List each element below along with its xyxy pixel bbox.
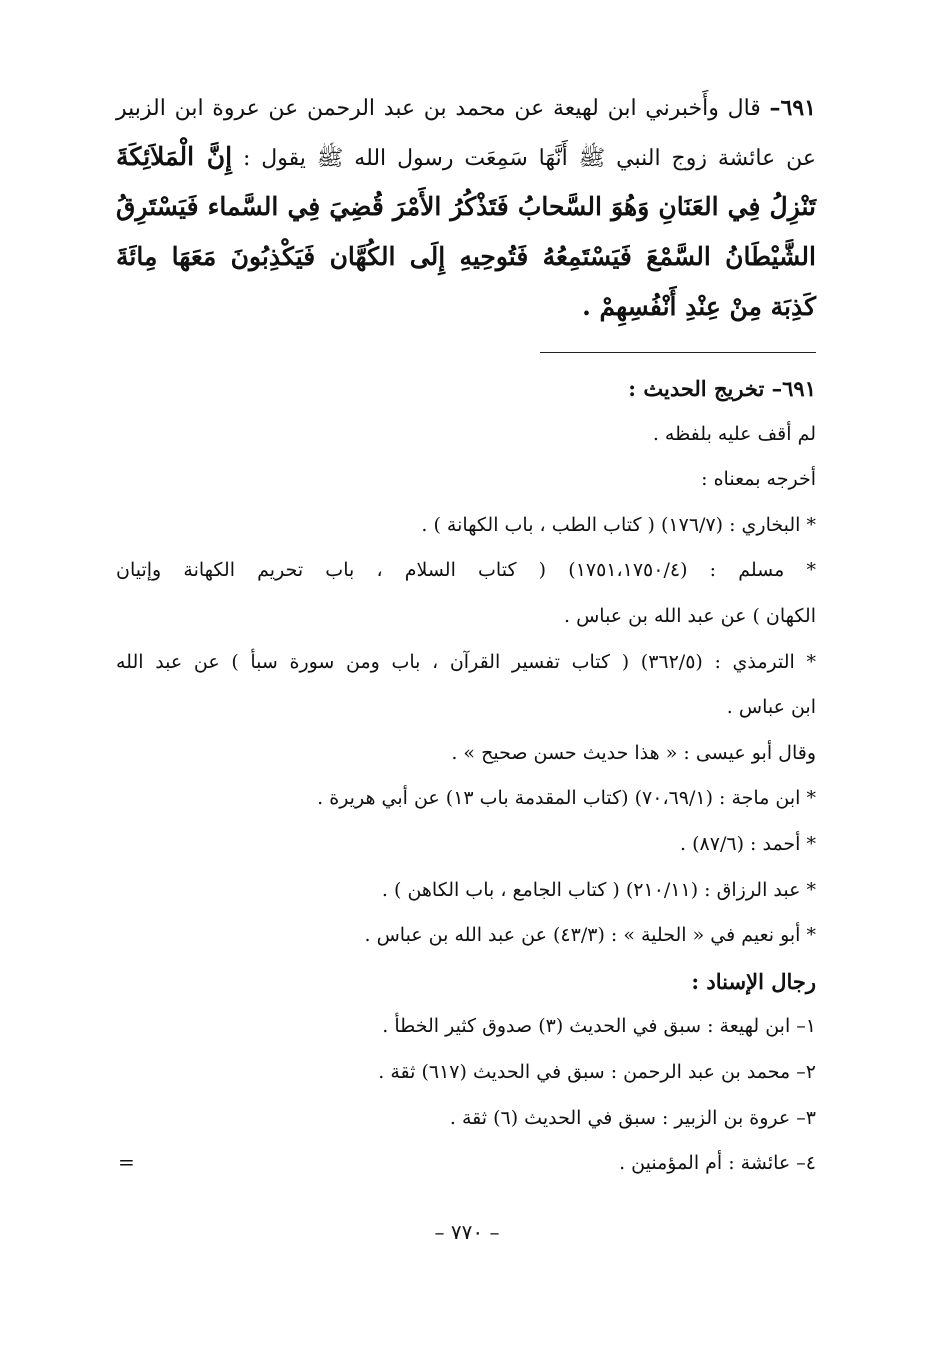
hadith-text [116, 84, 816, 333]
footnote-separator [540, 352, 816, 353]
takhrij-line: * أحمد : (٨٧/٦) . [680, 832, 816, 855]
takhrij-line: * أبو نعيم في « الحلية » : (٤٣/٣) عن عبد الله بن عباس . [364, 924, 816, 947]
takhrij-line: وقال أبو عيسى : « هذا حديث حسن صحيح » . [451, 741, 816, 764]
takhrij-line: لم أقف عليه بلفظه . [652, 422, 816, 445]
rijal-heading: رجال الإسناد : [691, 968, 816, 994]
page-number: – ٧٧٠ – [434, 1220, 500, 1244]
rijal-line: ٢– محمد بن عبد الرحمن : سبق في الحديث (٦١٧) ثقة . [378, 1060, 816, 1083]
hadith-narration: قال وأَخبرني ابن لهيعة عن محمد بن عبد الرحمن عن عروة ابن الزبير عن عائشة زوج النبي ﷺ أَنَّهَا سَمِعَت رسول الله ﷺ يقول : [116, 96, 817, 171]
takhrij-line: * مسلم : (١٧٥١،١٧٥٠/٤) ( كتاب السلام ، باب تحريم الكهانة وإتيان [116, 559, 816, 582]
hadith-matn: إِنَّ الْمَلاَئِكَةَ تَنْزِلُ فِي العَنَانِ وَهُوَ السَّحابُ فَتَذْكُرُ الأَمْرَ قُضِيَ فِي السَّماء فَيَسْتَرِقُ الشَّيْطَانُ السَّمْعَ فَيَسْتَمِعُهُ فَتُوحِيهِ إِلَى الكُهَّان فَيَكْذِبُونَ مَعَهَا مِائَةَ كَذِبَة مِنْ عِنْدِ أَنْفُسِهِمْ . [116, 142, 816, 321]
hadith-number: ٦٩١– [769, 95, 816, 121]
rijal-line: ٣– عروة بن الزبير : سبق في الحديث (٦) ثقة . [449, 1106, 816, 1129]
takhrij-line: * ابن ماجة : (٧٠،٦٩/١) (كتاب المقدمة باب ١٣) عن أبي هريرة . [317, 787, 816, 810]
takhrij-line: الكهان ) عن عبد الله بن عباس . [564, 604, 816, 627]
takhrij-line: أخرجه بمعناه : [701, 468, 816, 491]
footnotes [116, 366, 816, 1187]
continuation-mark: = [118, 1150, 135, 1174]
rijal-line: ٤– عائشة : أم المؤمنين . [619, 1152, 816, 1175]
takhrij-line: * البخاري : (١٧٦/٧) ( كتاب الطب ، باب الكهانة ) . [421, 513, 816, 536]
rijal-line: ١– ابن لهيعة : سبق في الحديث (٣) صدوق كثير الخطأ . [382, 1015, 816, 1038]
takhrij-line: * عبد الرزاق : (٢١٠/١١) ( كتاب الجامع ، باب الكاهن ) . [381, 878, 816, 901]
takhrij-line: * الترمذي : (٣٦٢/٥) ( كتاب تفسير القرآن ، باب ومن سورة سبأ ) عن عبد الله [116, 650, 816, 673]
takhrij-heading: ٦٩١– تخريج الحديث : [628, 376, 816, 401]
takhrij-line: ابن عباس . [726, 696, 816, 719]
